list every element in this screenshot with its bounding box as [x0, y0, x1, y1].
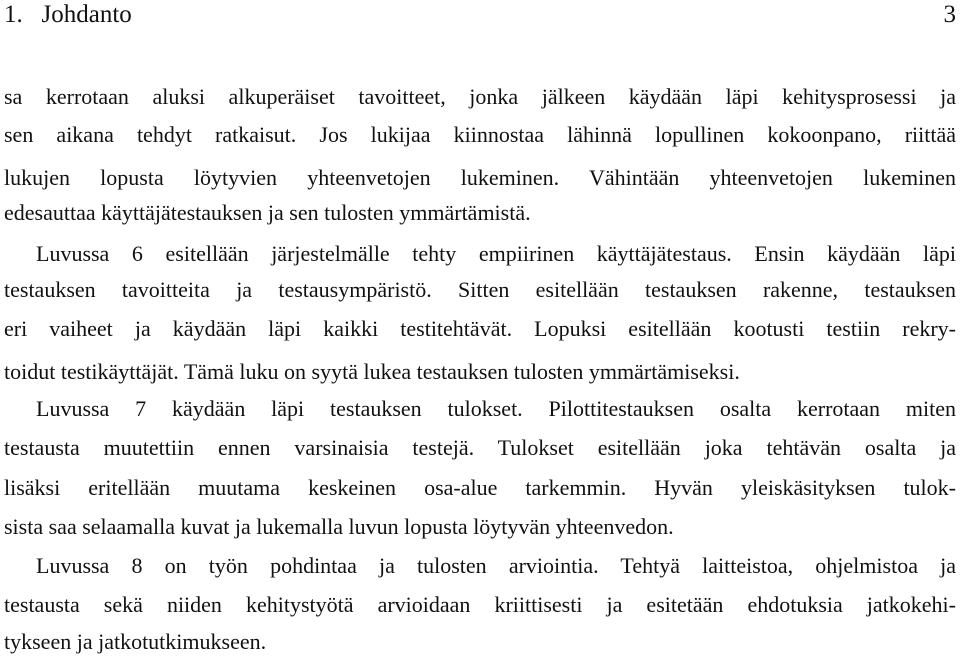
chapter-title: Johdanto: [41, 1, 132, 28]
body-line: lisäksi eritellään muutama keskeinen osa-alue tarkemmin. Hyvän yleiskäsityksen tulok-: [4, 475, 956, 500]
running-header: [4, 0, 956, 32]
chapter-number: 1.: [4, 1, 23, 28]
body-line: testauksen tavoitteita ja testausympäristö. Sitten esitellään testauksen rakenne, testauksen: [4, 277, 956, 302]
body-line: lukujen lopusta löytyvien yhteenvetojen lukeminen. Vähintään yhteenvetojen lukeminen: [4, 165, 956, 190]
body-line: testausta sekä niiden kehitystyötä arvioidaan kriittisesti ja esitetään ehdotuksia jatkokehi-: [4, 592, 956, 617]
body-line: sista saa selaamalla kuvat ja lukemalla luvun lopusta löytyvän yhteenvedon.: [4, 514, 674, 539]
body-line: Luvussa 6 esitellään järjestelmälle tehty empiirinen käyttäjätestaus. Ensin käydään läpi: [36, 241, 956, 266]
chapter-heading: [4, 0, 132, 30]
body-line: testausta muutettiin ennen varsinaisia testejä. Tulokset esitellään joka tehtävän osalta ja: [4, 435, 956, 460]
body-line: sa kerrotaan aluksi alkuperäiset tavoitteet, jonka jälkeen käydään läpi kehitysprosessi ja: [4, 84, 956, 109]
body-line: Luvussa 8 on työn pohdintaa ja tulosten arviointia. Tehtyä laitteistoa, ohjelmistoa ja: [36, 553, 956, 578]
body-line: eri vaiheet ja käydään läpi kaikki testitehtävät. Lopuksi esitellään kootusti testiin rekry-: [4, 316, 956, 341]
body-line: Luvussa 7 käydään läpi testauksen tulokset. Pilottitestauksen osalta kerrotaan miten: [36, 396, 956, 421]
body-line: sen aikana tehdyt ratkaisut. Jos lukijaa kiinnostaa lähinnä lopullinen kokoonpano, riittää: [4, 122, 956, 147]
body-line: tykseen ja jatkotutkimukseen.: [4, 629, 267, 654]
body-line: edesauttaa käyttäjätestauksen ja sen tulosten ymmärtämistä.: [4, 200, 531, 225]
body-line: toidut testikäyttäjät. Tämä luku on syytä lukea testauksen tulosten ymmärtämiseksi.: [4, 359, 740, 384]
page-number: 3: [943, 1, 956, 28]
